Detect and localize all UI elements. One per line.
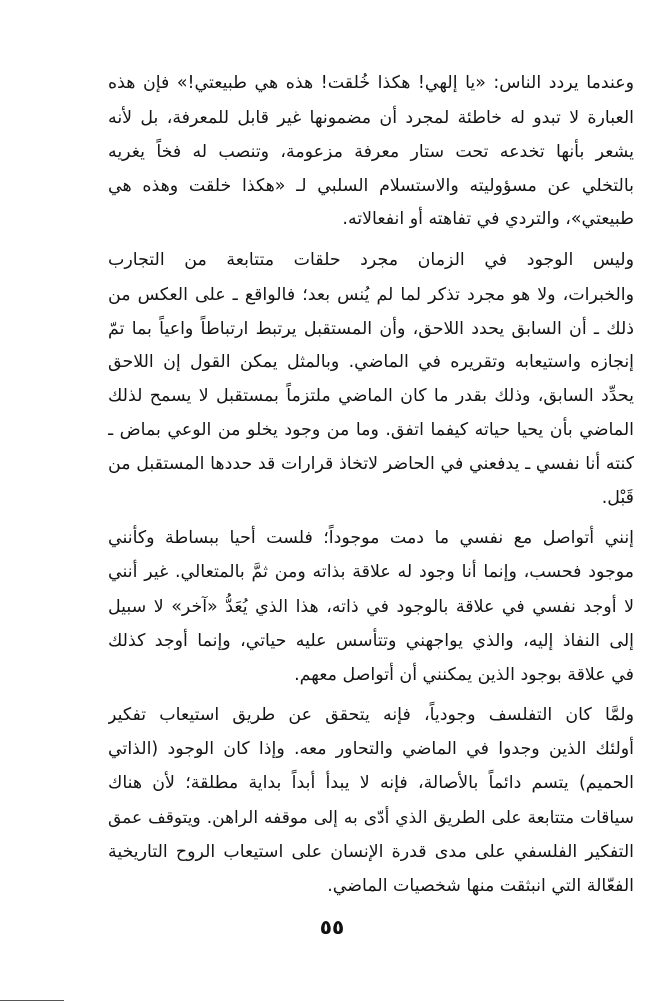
text-line: كنته أنا نفسي ـ يدفعني في الحاضر لاتخاذ قرارات قد حددها المستقبل من [108,454,634,474]
text-line: ذلك ـ أن السابق يحدد اللاحق، وأن المستقبل يرتبط ارتباطاً واعياً بما تمّ [108,319,634,339]
text-line: موجود فحسب، وإنما أنا وجود له علاقة بذاته ومن ثمَّ بالمتعالي. غير أنني [108,562,634,582]
text-line: يحدِّد السابق، وذلك بقدر ما كان الماضي ملتزماً بمستقبل لا يسمح لذلك [108,386,634,406]
text-line: قَبْل. [601,488,634,508]
text-line: التفكير الفلسفي على مدى قدرة الإنسان على استيعاب الروح التاريخية [108,842,634,862]
text-line: إنني أتواصل مع نفسي ما دمت موجوداً؛ فلست أحيا ببساطة وكأنني [108,528,634,548]
text-line: سياقات متتابعة على الطريق الذي أدّى به إلى موقفه الراهن. ويتوقف عمق [108,808,634,828]
text-line: إنجازه واستيعابه وتقريره في الماضي. وبالمثل يمكن القول إن اللاحق [108,352,634,372]
text-line: الماضي بأن يحيا حياته كيفما اتفق. وما من وجود يخلو من الوعي بماض ـ [108,420,634,440]
text-line: لا أوجد نفسي في علاقة بالوجود في ذاته، هذا الذي يُعَدُّ «آخر» لا سبيل [108,597,634,617]
page-number: ٥٥ [319,915,345,939]
text-line: في علاقة بوجود الذين يمكنني أن أتواصل معهم. [294,665,634,685]
text-line: ولمَّا كان التفلسف وجودياً، فإنه يتحقق عن طريق استيعاب تفكير [108,705,634,725]
text-line: الحميم) يتسم دائماً بالأصالة، فإنه لا يبدأ أبداً بداية مطلقة؛ لأن هناك [108,773,634,793]
text-line: إلى النفاذ إليه، والذي يواجهني وتتأسس عليه حياتي، وإنما أوجد كذلك [108,631,634,651]
text-line: وليس الوجود في الزمان مجرد حلقات متتابعة من التجارب [108,250,634,270]
text-line: العبارة لا تبدو له خاطئة لمجرد أن مضمونها غير قابل للمعرفة، بل لأنه [108,108,634,128]
scan-edge-line [0,1000,64,1001]
text-line: الفعّالة التي انبثقت منها شخصيات الماضي. [327,876,634,896]
text-line: وعندما يردد الناس: «يا إلهي! هكذا خُلقت! هذه هي طبيعتي!» فإن هذه [108,73,634,93]
text-line: أولئك الذين وجدوا في الماضي والتحاور معه. وإذا كان الوجود (الذاتي [108,739,634,759]
text-line: بالتخلي عن مسؤوليته والاستسلام السلبي لـ «هكذا خلقت وهذه هي [108,176,634,196]
text-line: طبيعتي»، والتردي في تفاهته أو انفعالاته. [342,209,634,229]
text-line: والخبرات، ولا هو مجرد تذكر لما لم يُنس بعد؛ فالواقع ـ على العكس من [108,285,634,305]
text-line: يشعر بأنها تخدعه تحت ستار معرفة مزعومة، وتنصب له فخاً يغريه [108,142,634,162]
